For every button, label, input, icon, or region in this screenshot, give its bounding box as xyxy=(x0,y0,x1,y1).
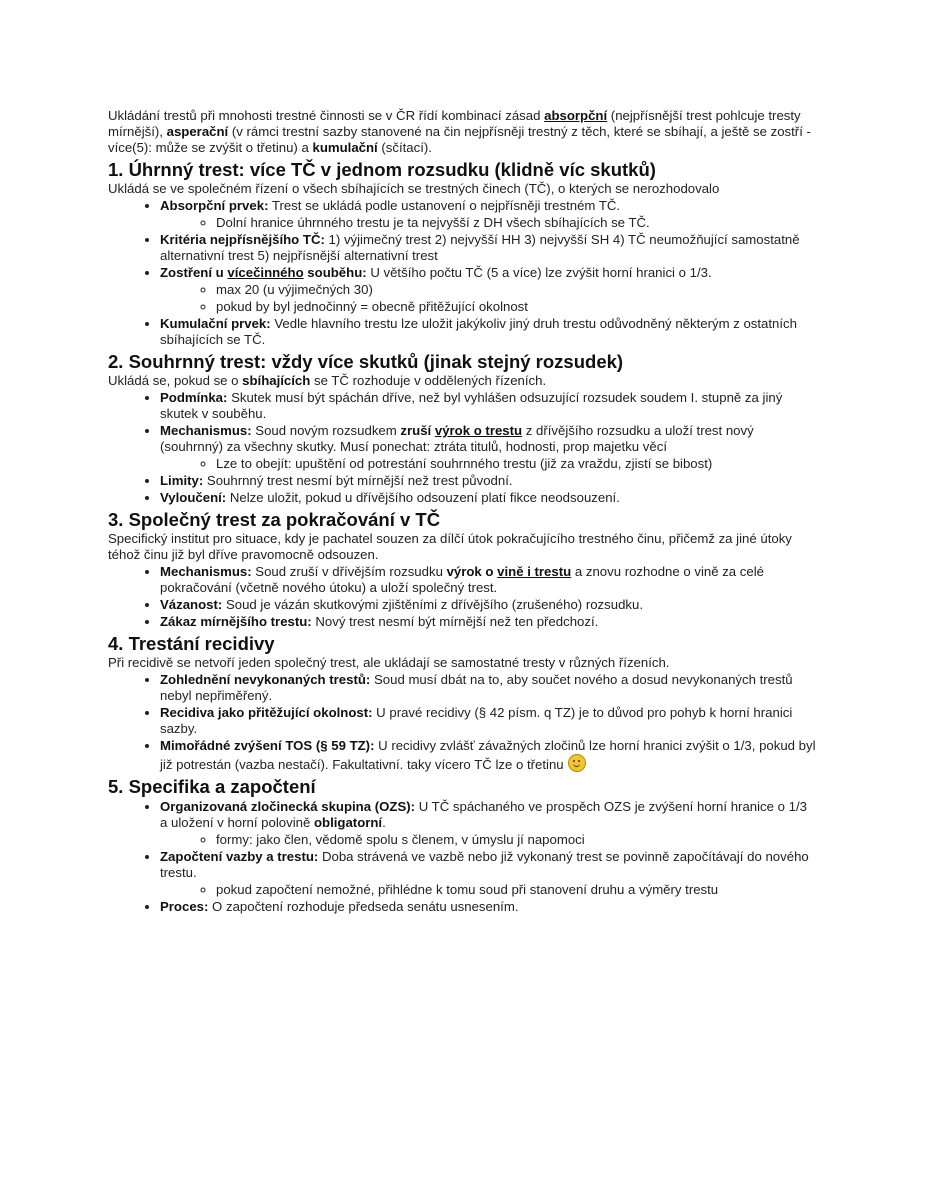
item-text: O započtení rozhoduje předseda senátu usnesením. xyxy=(208,899,519,914)
section-3-list xyxy=(108,564,816,630)
item-text: Souhrnný trest nesmí být mírnější než trest původní. xyxy=(203,473,513,488)
sublist-item: ◦ pokud by byl jednočinný = obecně přitěžující okolnost xyxy=(216,299,816,315)
item-text: U TČ spáchaného ve prospěch OZS je zvýšení horní hranice o 1/3 a uložení v horní polovině xyxy=(160,799,807,830)
item-label xyxy=(160,265,367,280)
label-part: souběhu: xyxy=(303,265,367,280)
item-label: Absorpční prvek: xyxy=(160,198,269,213)
list-item xyxy=(160,198,816,231)
intro-text: (sčítací). xyxy=(377,140,432,155)
sublist-item: ◦ formy: jako člen, vědomě spolu s členem, v úmyslu jí napomoci xyxy=(216,832,816,848)
item-bold: obligatorní xyxy=(313,815,383,830)
list-item xyxy=(160,738,816,773)
list-item xyxy=(160,473,816,489)
item-label: Zákaz mírnějšího trestu: xyxy=(160,614,312,629)
item-text: Vedle hlavního trestu lze uložit jakýkoliv jiný druh trestu odůvodněný některým z ostatních sbíhajících se TČ. xyxy=(160,316,797,347)
term-absorpcni: absorpční xyxy=(544,108,608,123)
list-item xyxy=(160,899,816,915)
item-bold-underlined: výrok o trestu xyxy=(434,423,523,438)
list-item xyxy=(160,799,816,848)
item-label: Mechanismus: xyxy=(160,423,252,438)
sublist xyxy=(160,456,816,472)
term-asperacni: asperační xyxy=(166,124,229,139)
sublist xyxy=(160,282,816,315)
section-5-list xyxy=(108,799,816,915)
section-4-heading: 4. Trestání recidivy xyxy=(108,633,275,654)
item-text: Soud musí dbát na to, aby součet nového a dosud nevykonaných trestů nebyl nepřiměřený. xyxy=(160,672,793,703)
list-item xyxy=(160,564,816,596)
list-item xyxy=(160,849,816,898)
section-4-description: Při recidivě se netvoří jeden společný trest, ale ukládají se samostatné tresty v různých řízeních. xyxy=(108,655,670,670)
intro-paragraph xyxy=(108,108,816,156)
list-item xyxy=(160,390,816,422)
desc-text: Ukládá se, pokud se o xyxy=(108,373,243,388)
section-2-description xyxy=(108,373,816,389)
item-label: Mechanismus: xyxy=(160,564,252,579)
item-text: Nový trest nesmí být mírnější než ten předchozí. xyxy=(311,614,599,629)
item-text: Nelze uložit, pokud u dřívějšího odsouzení platí fikce neodsouzení. xyxy=(226,490,620,505)
list-item xyxy=(160,265,816,315)
item-label: Započtení vazby a trestu: xyxy=(160,849,319,864)
item-text: Soud novým rozsudkem xyxy=(251,423,401,438)
smiley-emoji-icon xyxy=(568,754,586,772)
label-part-underlined: vícečinného xyxy=(227,265,304,280)
desc-bold: sbíhajících xyxy=(242,373,311,388)
item-text: U většího počtu TČ (5 a více) lze zvýšit horní hranici o 1/3. xyxy=(366,265,712,280)
list-item xyxy=(160,316,816,348)
item-text: Trest se ukládá podle ustanovení o nejpřísněji trestném TČ. xyxy=(268,198,621,213)
item-label: Proces: xyxy=(160,899,209,914)
label-part: Zostření u xyxy=(160,265,228,280)
item-bold: výrok o xyxy=(446,564,498,579)
section-3-description: Specifický institut pro situace, kdy je pachatel souzen za dílčí útok pokračujícího trestného činu, přičemž za jiné útoky téhož činu již byl dříve pravomocně odsouzen. xyxy=(108,531,792,562)
term-kumulacni: kumulační xyxy=(312,140,378,155)
item-text: 1) výjimečný trest 2) nejvyšší HH 3) nejvyšší SH 4) TČ neumožňující samostatně alternativní trest 5) nejpřísnější alternativní trest xyxy=(160,232,800,263)
list-item xyxy=(160,614,816,630)
item-text: Soud je vázán skutkovými zjištěními z dřívějšího (zrušeného) rozsudku. xyxy=(222,597,644,612)
section-1-list xyxy=(108,198,816,348)
sublist-item: ◦ pokud započtení nemožné, přihlédne k tomu soud při stanovení druhu a výměry trestu xyxy=(216,882,816,898)
item-text: U pravé recidivy (§ 42 písm. q TZ) je to důvod pro pohyb k horní hranici sazby. xyxy=(160,705,793,736)
section-1-description: Ukládá se ve společném řízení o všech sbíhajících se trestných činech (TČ), o kterých se nerozhodovalo xyxy=(108,181,720,196)
sublist-item: ◦ Dolní hranice úhrnného trestu je ta nejvyšší z DH všech sbíhajících se TČ. xyxy=(216,215,816,231)
list-item xyxy=(160,490,816,506)
section-4-list xyxy=(108,672,816,773)
list-item xyxy=(160,672,816,704)
item-text: Doba strávená ve vazbě nebo již vykonaný trest se povinně započítávají do nového trestu. xyxy=(160,849,809,880)
item-text: a znovu rozhodne o vině za celé pokračování (včetně nového útoku) a uloží společný trest. xyxy=(160,564,764,595)
sublist xyxy=(160,882,816,898)
list-item xyxy=(160,423,816,472)
section-3-heading: 3. Společný trest za pokračování v TČ xyxy=(108,509,441,530)
item-text: U recidivy zvlášť závažných zločinů lze horní hranici zvýšit o 1/3, pokud byl již potrestán (vazba nestačí). Fakultativní. taky vícero TČ lze o třetinu xyxy=(160,738,816,772)
item-label: Vyloučení: xyxy=(160,490,227,505)
list-item xyxy=(160,705,816,737)
desc-text: se TČ rozhoduje v oddělených řízeních. xyxy=(310,373,547,388)
intro-text: (v rámci trestní sazby stanovené na čin nejpřísněji trestný z těch, které se sbíhají, a ještě se zostří - více(5): může se zvýšit o třetinu) a xyxy=(108,124,811,155)
item-label: Vázanost: xyxy=(160,597,223,612)
item-label: Kritéria nejpřísnějšího TČ: xyxy=(160,232,325,247)
item-label: Zohlednění nevykonaných trestů: xyxy=(160,672,371,687)
item-text: . xyxy=(382,815,386,830)
list-item xyxy=(160,597,816,613)
item-text: Soud zruší v dřívějším rozsudku xyxy=(251,564,447,579)
section-2-list xyxy=(108,390,816,506)
sublist-item: ◦ max 20 (u výjimečných 30) xyxy=(216,282,816,298)
section-1-heading: 1. Úhrnný trest: více TČ v jednom rozsudku (klidně víc skutků) xyxy=(108,159,656,180)
sublist xyxy=(160,215,816,231)
section-2-heading: 2. Souhrnný trest: vždy více skutků (jinak stejný rozsudek) xyxy=(108,351,624,372)
item-label: Kumulační prvek: xyxy=(160,316,271,331)
item-text: Skutek musí být spáchán dříve, než byl vyhlášen odsuzující rozsudek soudem I. stupně za jiný skutek v souběhu. xyxy=(160,390,783,421)
sublist-item: ◦ Lze to obejít: upuštění od potrestání souhrnného trestu (již za vraždu, zjistí se bibost) xyxy=(216,456,816,472)
item-label: Organizovaná zločinecká skupina (OZS): xyxy=(160,799,416,814)
list-item xyxy=(160,232,816,264)
item-text: z dřívějšího rozsudku a uloží trest nový (souhrnný) za všechny skutky. Musí ponechat: ztráta titulů, hodnosti, prop majetku věcí xyxy=(160,423,754,454)
sublist xyxy=(160,832,816,848)
intro-text: Ukládání trestů při mnohosti trestné činnosti se v ČR řídí kombinací zásad xyxy=(108,108,545,123)
item-label: Podmínka: xyxy=(160,390,228,405)
item-label: Mimořádné zvýšení TOS (§ 59 TZ): xyxy=(160,738,375,753)
item-bold-underlined: vině i trestu xyxy=(497,564,572,579)
item-bold: zruší xyxy=(400,423,432,438)
intro-text: (nejpřísnější trest pohlcuje tresty mírnější), xyxy=(108,108,801,139)
item-label: Recidiva jako přitěžující okolnost: xyxy=(160,705,373,720)
section-5-heading: 5. Specifika a započtení xyxy=(108,776,316,797)
item-label: Limity: xyxy=(160,473,204,488)
